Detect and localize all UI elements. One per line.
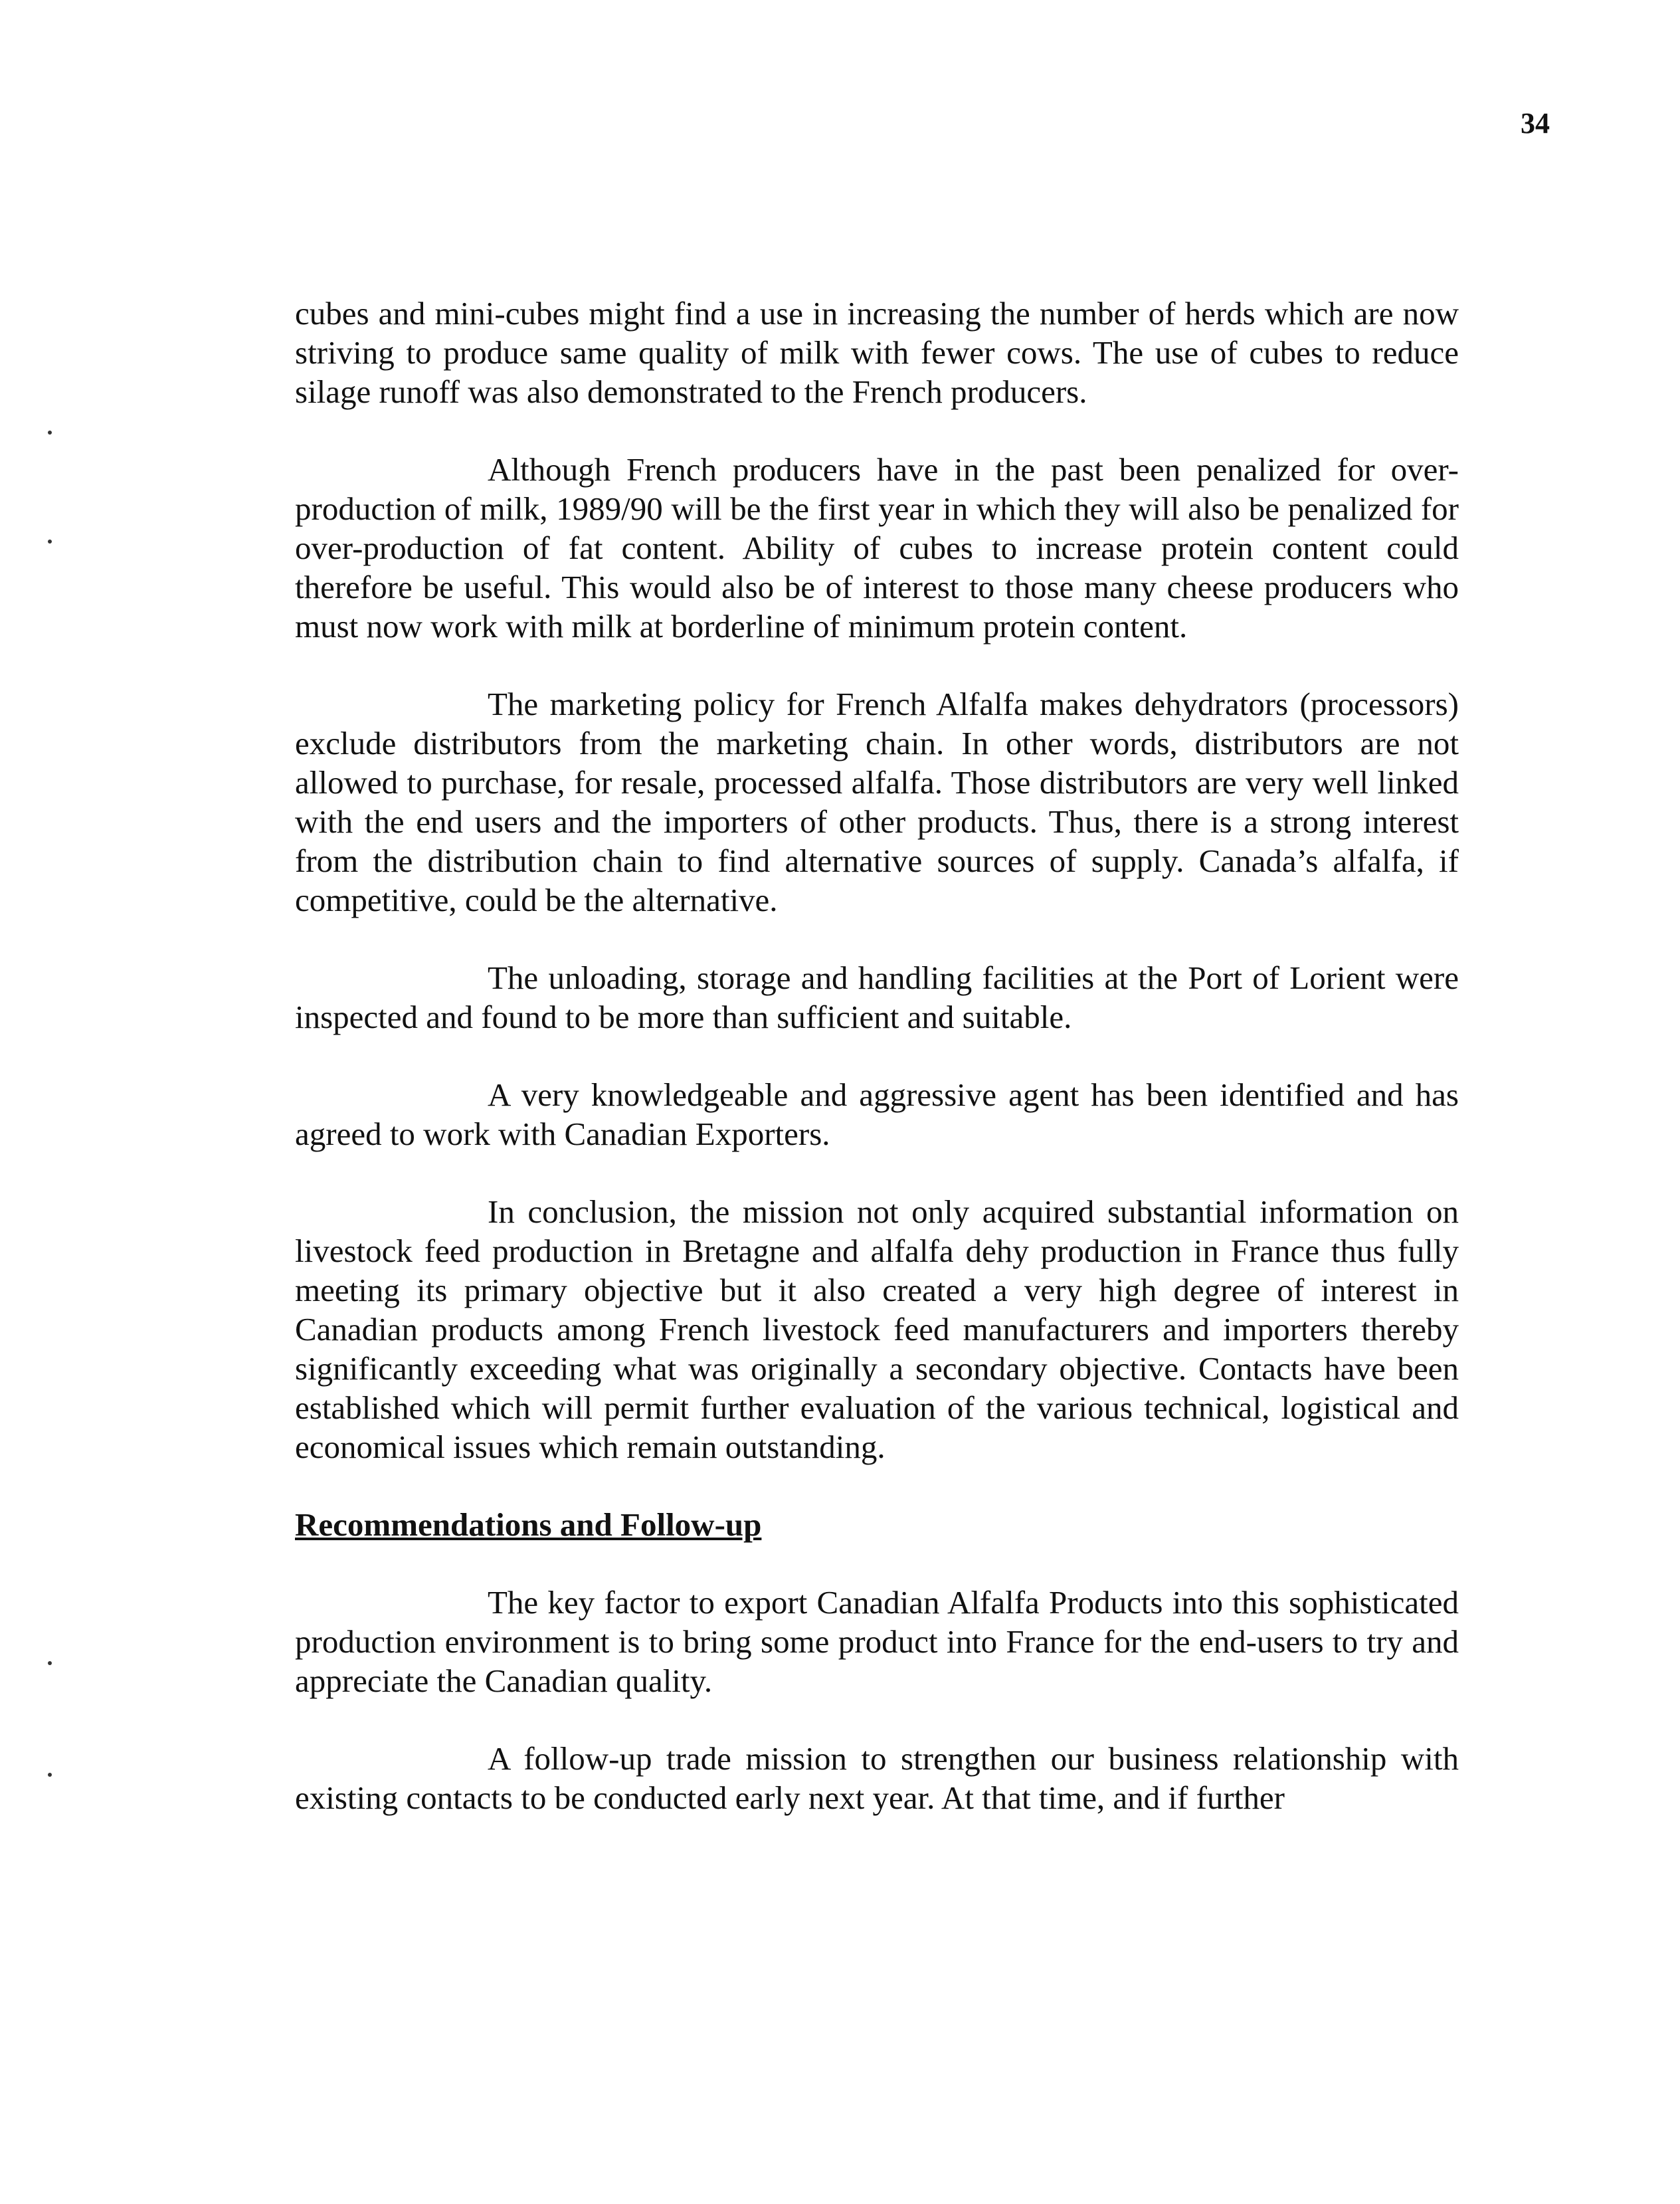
paragraph-gap <box>295 1544 1459 1583</box>
paragraph-port-of-lorient: The unloading, storage and handling facilities at the Port of Lorient were inspected and found to be more than sufficient and suitable. <box>295 959 1459 1035</box>
paragraph-gap <box>295 920 1459 958</box>
paragraph-cubes-use: cubes and mini-cubes might find a use in increasing the number of herds which are now striving to produce same quality of milk with fewer cows. The use of cubes to reduce silage runoff was also demonstrated to the French producers. <box>295 295 1459 410</box>
paragraph-gap <box>295 1466 1459 1505</box>
page-number: 34 <box>1521 107 1550 140</box>
document-body <box>295 294 1459 1817</box>
paragraph-gap <box>295 646 1459 684</box>
section-heading-recommendations: Recommendations and Follow-up <box>295 1506 762 1543</box>
paragraph-follow-up-mission: A follow-up trade mission to strengthen our business relationship with existing contacts to be conducted early next year. At that time, and if further <box>295 1740 1459 1816</box>
paragraph-gap <box>295 1700 1459 1739</box>
paragraph-marketing-policy: The marketing policy for French Alfalfa makes dehydrators (processors) exclude distributors from the marketing chain. In other words, distributors are not allowed to purchase, for resale, processed alfalfa. Those distributors are very well linked with the end users and the importers of other products. Thus, there is a strong interest from the distribution chain to find alternative sources of supply. Canada’s alfalfa, if competitive, could be the alternative. <box>295 686 1459 918</box>
paragraph-gap <box>295 411 1459 450</box>
scan-speck <box>48 431 52 435</box>
scan-speck <box>48 1773 52 1777</box>
paragraph-conclusion: In conclusion, the mission not only acquired substantial information on livestock feed production in Bretagne and alfalfa dehy production in France thus fully meeting its primary objective but it also created a very high degree of interest in Canadian products among French livestock feed manufacturers and importers thereby significantly exceeding what was originally a secondary objective. Contacts have been established which will permit further evaluation of the various technical, logistical and economical issues which remain outstanding. <box>295 1193 1459 1465</box>
paragraph-gap <box>295 1037 1459 1075</box>
scan-speck <box>48 540 52 544</box>
paragraph-french-producers: Although French producers have in the past been penalized for over-production of milk, 1989/90 will be the first year in which they will also be penalized for over-production of fat content. Ability of cubes to increase protein content could therefore be useful. This would also be of interest to those many cheese producers who must now work with milk at borderline of minimum protein content. <box>295 451 1459 645</box>
scan-speck <box>48 1661 52 1665</box>
paragraph-key-factor: The key factor to export Canadian Alfalfa Products into this sophisticated production environment is to bring some product into France for the end-users to try and appreciate the Canadian quality. <box>295 1584 1459 1699</box>
paragraph-gap <box>295 1153 1459 1192</box>
paragraph-agent: A very knowledgeable and aggressive agent has been identified and has agreed to work with Canadian Exporters. <box>295 1076 1459 1152</box>
